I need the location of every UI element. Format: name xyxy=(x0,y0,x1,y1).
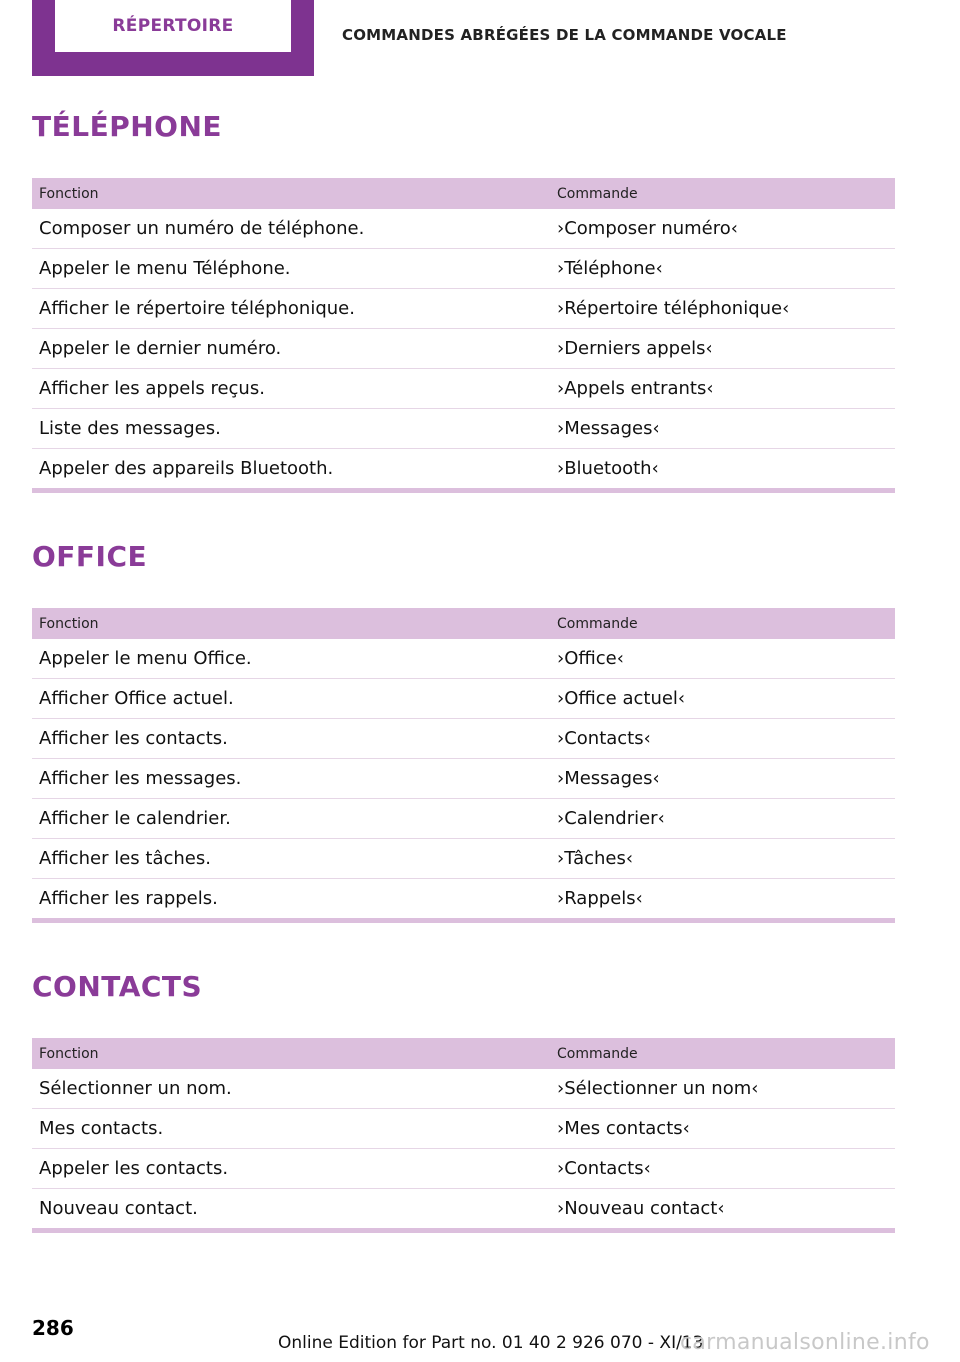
function-cell: Appeler le dernier numéro. xyxy=(39,338,282,359)
command-cell: ›Bluetooth‹ xyxy=(557,458,659,479)
telephone-table xyxy=(32,178,895,493)
table-row xyxy=(32,1149,895,1189)
table-row xyxy=(32,409,895,449)
header-tab xyxy=(32,0,314,76)
table-bottom-rule xyxy=(32,918,895,923)
function-cell: Nouveau contact. xyxy=(39,1198,198,1219)
table-row xyxy=(32,879,895,918)
section-title-contacts: CONTACTS xyxy=(32,970,203,1003)
function-cell: Afficher les rappels. xyxy=(39,888,218,909)
page-number: 286 xyxy=(32,1316,74,1340)
table-bottom-rule xyxy=(32,488,895,493)
command-cell: ›Contacts‹ xyxy=(557,728,651,749)
function-cell: Appeler les contacts. xyxy=(39,1158,229,1179)
function-cell: Appeler des appareils Bluetooth. xyxy=(39,458,334,479)
table-row xyxy=(32,839,895,879)
contacts-table xyxy=(32,1038,895,1233)
table-row xyxy=(32,369,895,409)
section-title-office: OFFICE xyxy=(32,540,148,573)
office-table xyxy=(32,608,895,923)
function-cell: Liste des messages. xyxy=(39,418,221,439)
column-header-commande: Commande xyxy=(557,185,638,202)
header-tab-label: RÉPERTOIRE xyxy=(55,0,291,52)
table-header xyxy=(32,178,895,209)
table-row xyxy=(32,719,895,759)
table-row xyxy=(32,1109,895,1149)
command-cell: ›Derniers appels‹ xyxy=(557,338,713,359)
table-bottom-rule xyxy=(32,1228,895,1233)
function-cell: Sélectionner un nom. xyxy=(39,1078,232,1099)
edition-note: Online Edition for Part no. 01 40 2 926 070 - XI/13 xyxy=(278,1333,704,1353)
function-cell: Afficher Office actuel. xyxy=(39,688,234,709)
table-row xyxy=(32,1189,895,1228)
command-cell: ›Contacts‹ xyxy=(557,1158,651,1179)
function-cell: Afficher les contacts. xyxy=(39,728,228,749)
table-row xyxy=(32,289,895,329)
table-row xyxy=(32,249,895,289)
command-cell: ›Mes contacts‹ xyxy=(557,1118,690,1139)
header-title: COMMANDES ABRÉGÉES DE LA COMMANDE VOCALE xyxy=(342,26,787,44)
table-row xyxy=(32,209,895,249)
column-header-fonction: Fonction xyxy=(39,615,99,632)
column-header-fonction: Fonction xyxy=(39,185,99,202)
command-cell: ›Téléphone‹ xyxy=(557,258,663,279)
command-cell: ›Appels entrants‹ xyxy=(557,378,714,399)
function-cell: Afficher les messages. xyxy=(39,768,242,789)
table-row xyxy=(32,759,895,799)
column-header-commande: Commande xyxy=(557,615,638,632)
function-cell: Afficher le répertoire téléphonique. xyxy=(39,298,355,319)
function-cell: Appeler le menu Office. xyxy=(39,648,252,669)
command-cell: ›Répertoire téléphonique‹ xyxy=(557,298,790,319)
column-header-commande: Commande xyxy=(557,1045,638,1062)
function-cell: Afficher les tâches. xyxy=(39,848,211,869)
command-cell: ›Messages‹ xyxy=(557,768,660,789)
function-cell: Composer un numéro de téléphone. xyxy=(39,218,365,239)
watermark: carmanualsonline.info xyxy=(680,1330,930,1355)
table-row xyxy=(32,329,895,369)
command-cell: ›Rappels‹ xyxy=(557,888,643,909)
command-cell: ›Composer numéro‹ xyxy=(557,218,738,239)
table-row xyxy=(32,639,895,679)
table-header xyxy=(32,608,895,639)
function-cell: Afficher le calendrier. xyxy=(39,808,231,829)
command-cell: ›Office actuel‹ xyxy=(557,688,686,709)
command-cell: ›Tâches‹ xyxy=(557,848,634,869)
command-cell: ›Calendrier‹ xyxy=(557,808,665,829)
table-row xyxy=(32,1069,895,1109)
command-cell: ›Nouveau contact‹ xyxy=(557,1198,725,1219)
command-cell: ›Sélectionner un nom‹ xyxy=(557,1078,759,1099)
column-header-fonction: Fonction xyxy=(39,1045,99,1062)
command-cell: ›Office‹ xyxy=(557,648,624,669)
function-cell: Mes contacts. xyxy=(39,1118,164,1139)
section-title-telephone: TÉLÉPHONE xyxy=(32,110,223,143)
table-row xyxy=(32,449,895,488)
function-cell: Appeler le menu Téléphone. xyxy=(39,258,291,279)
table-row xyxy=(32,679,895,719)
table-header xyxy=(32,1038,895,1069)
table-row xyxy=(32,799,895,839)
function-cell: Afficher les appels reçus. xyxy=(39,378,265,399)
command-cell: ›Messages‹ xyxy=(557,418,660,439)
